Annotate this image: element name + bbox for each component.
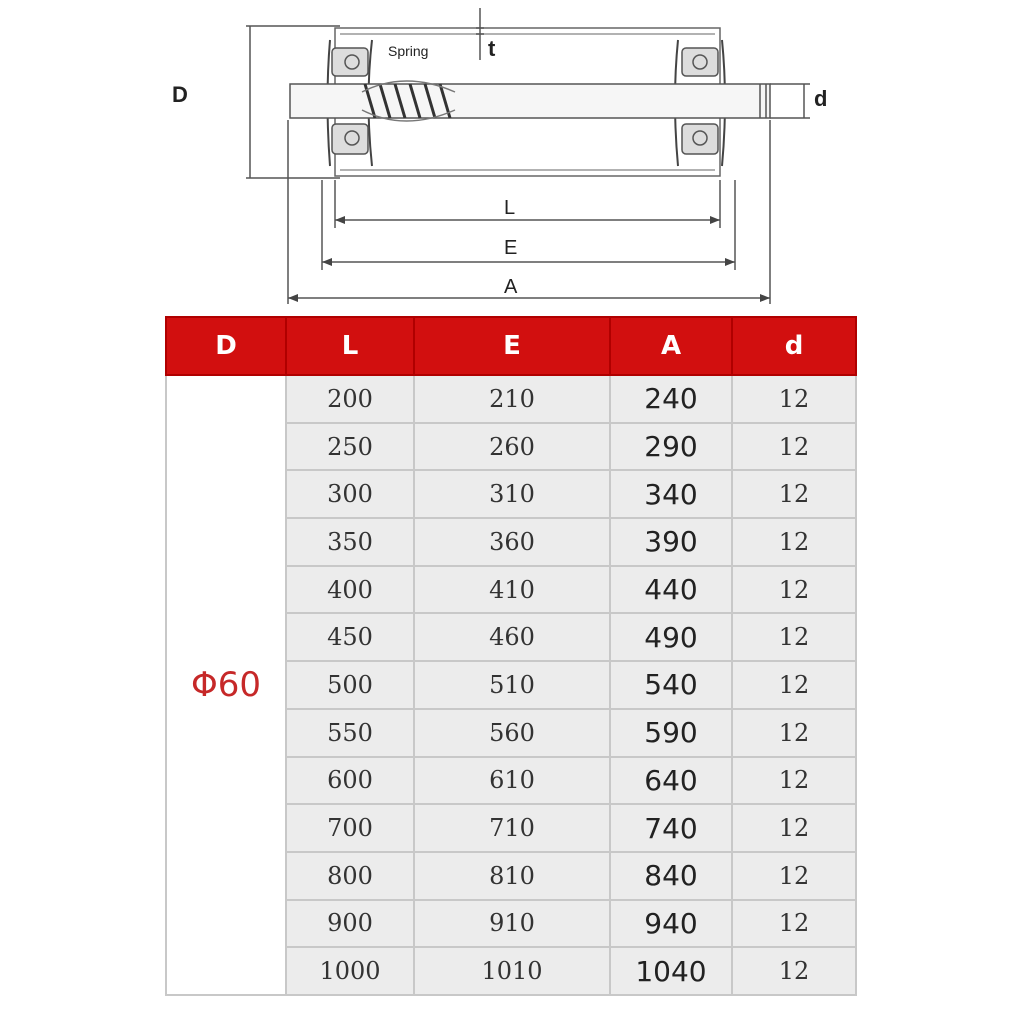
cell-A: 940 (610, 900, 732, 948)
cell-A: 290 (610, 423, 732, 471)
cell-d: 12 (732, 470, 856, 518)
cell-d: 12 (732, 613, 856, 661)
cell-A: 340 (610, 470, 732, 518)
cell-E: 810 (414, 852, 610, 900)
label-L: L (504, 197, 516, 219)
cell-L: 600 (286, 757, 414, 805)
cell-L: 550 (286, 709, 414, 757)
cell-A: 490 (610, 613, 732, 661)
header-row (166, 317, 856, 375)
diameter-cell: Φ60 (166, 375, 286, 995)
cell-A: 440 (610, 566, 732, 614)
cell-A: 590 (610, 709, 732, 757)
cell-d: 12 (732, 423, 856, 471)
cell-E: 510 (414, 661, 610, 709)
cell-L: 700 (286, 804, 414, 852)
cell-d: 12 (732, 900, 856, 948)
cell-d: 12 (732, 661, 856, 709)
cell-L: 450 (286, 613, 414, 661)
cell-A: 540 (610, 661, 732, 709)
cell-A: 840 (610, 852, 732, 900)
cell-d: 12 (732, 375, 856, 423)
cell-L: 200 (286, 375, 414, 423)
header-D: D (166, 317, 286, 375)
cell-d: 12 (732, 804, 856, 852)
cell-E: 710 (414, 804, 610, 852)
label-A: A (504, 276, 518, 298)
cell-A: 390 (610, 518, 732, 566)
label-t: t (488, 36, 496, 61)
cell-L: 800 (286, 852, 414, 900)
header-L: L (286, 317, 414, 375)
header-A: A (610, 317, 732, 375)
cell-L: 900 (286, 900, 414, 948)
cell-d: 12 (732, 566, 856, 614)
label-d: d (814, 86, 828, 111)
cell-A: 740 (610, 804, 732, 852)
spec-table (165, 316, 857, 996)
cell-E: 1010 (414, 947, 610, 995)
roller-diagram (0, 0, 1024, 310)
cell-E: 260 (414, 423, 610, 471)
cell-d: 12 (732, 947, 856, 995)
cell-E: 360 (414, 518, 610, 566)
cell-E: 560 (414, 709, 610, 757)
cell-A: 640 (610, 757, 732, 805)
cell-A: 240 (610, 375, 732, 423)
cell-E: 610 (414, 757, 610, 805)
label-E: E (504, 237, 518, 259)
cell-L: 500 (286, 661, 414, 709)
cell-L: 400 (286, 566, 414, 614)
table-row (166, 375, 856, 423)
cell-d: 12 (732, 852, 856, 900)
cell-E: 910 (414, 900, 610, 948)
cell-A: 1040 (610, 947, 732, 995)
cell-E: 460 (414, 613, 610, 661)
header-E: E (414, 317, 610, 375)
header-d: d (732, 317, 856, 375)
cell-L: 1000 (286, 947, 414, 995)
cell-d: 12 (732, 518, 856, 566)
label-spring: Spring (388, 43, 429, 59)
cell-L: 350 (286, 518, 414, 566)
label-D: D (172, 82, 188, 107)
cell-E: 210 (414, 375, 610, 423)
cell-E: 410 (414, 566, 610, 614)
cell-d: 12 (732, 709, 856, 757)
cell-d: 12 (732, 757, 856, 805)
cell-L: 300 (286, 470, 414, 518)
cell-E: 310 (414, 470, 610, 518)
cell-L: 250 (286, 423, 414, 471)
table-body (166, 375, 856, 995)
